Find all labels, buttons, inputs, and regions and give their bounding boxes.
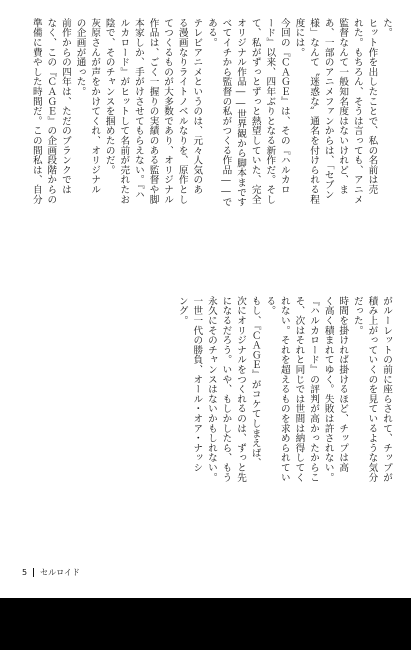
text-line: 準備に費やした時間だ。この間私は、自分 <box>30 18 42 205</box>
bottom-black-band <box>0 598 411 650</box>
page-footer <box>22 567 80 578</box>
text-line: ング。 <box>176 296 188 326</box>
text-line: 一世一代の勝負、オール・オア・ナッシ <box>191 296 203 473</box>
text-line: 作品は、ごく一握りの実績のある監督や脚 <box>147 18 159 205</box>
text-line: 監督なんて一般知名度はないけれど、ま <box>337 18 349 195</box>
text-line: れた。もちろん、そうは言っても、アニメ <box>351 18 363 205</box>
text-line: 積み上がっていくのを見ているような気分 <box>366 296 378 483</box>
text-line: て、私がずっとずっと熱望していた、完全 <box>249 18 261 205</box>
text-line: る。 <box>264 296 276 316</box>
text-line: 様」なんて〝迷惑な〟通名を付けられる程 <box>308 18 320 205</box>
text-line: ヒット作を出したことで、私の名前は売 <box>366 18 378 195</box>
text-line: テレビアニメというのは、元々人気のあ <box>191 18 203 195</box>
text-line: 度には。 <box>293 18 305 58</box>
lower-text-block <box>23 296 393 556</box>
text-line: 今回の『ＣＡＧＥ』は、その『ハルカロ <box>278 18 290 195</box>
text-line: 本家しか、手がけさせてもらえない。『ハ <box>132 18 144 200</box>
text-line: 永久にそのチャンスはないかもしれない。 <box>205 296 217 483</box>
text-line: れない。それを超えるものを求められてい <box>278 296 290 483</box>
running-title: セルロイド <box>40 568 80 577</box>
text-line: そ、次はそれと同じでは世間は納得してく <box>293 296 305 483</box>
text-line: ルカロード』がヒットして名前が売れたお <box>118 18 130 205</box>
text-line: 次にオリジナルをつくれるのは、ずっと先 <box>235 296 247 483</box>
text-line: がルーレットの前に座らされて、チップが <box>381 296 392 483</box>
text-line: 時間を掛ければ掛けるほど、チップは高 <box>337 296 349 473</box>
footer-divider <box>33 568 34 577</box>
text-line: る漫画なりライトノベルなりを、原作とし <box>176 18 188 205</box>
text-line: く高く積まれてゆく。失敗は許されない。 <box>322 296 334 483</box>
text-line: てつくるものが大多数であり、オリジナル <box>162 18 174 205</box>
text-line: だった。 <box>351 296 363 336</box>
text-line: になるだろう。いや、もしかしたら、もう <box>220 296 232 483</box>
page-number: 5 <box>22 568 28 577</box>
text-line: 陰で、そのチャンスを掴めたのだ。 <box>103 18 115 175</box>
text-line: なく、この『ＣＡＧＥ』の企画段階からの <box>45 18 57 205</box>
text-line: 前作からの四年は、ただのブランクでは <box>59 18 71 195</box>
text-line: た。 <box>381 18 392 38</box>
text-line: べてイチから監督の私がつくる作品――で <box>220 18 232 207</box>
text-line: の企画が通った。 <box>74 18 86 97</box>
text-line: 『ハルカロード』の評判が高かったからこ <box>308 296 320 483</box>
text-line: オリジナル作品――世界観から脚本まです <box>235 18 247 207</box>
text-line: ード』以来、四年ぶりとなる新作だ。そし <box>264 18 276 205</box>
text-line: もし、『ＣＡＧＥ』がコケてしまえば、 <box>249 296 261 468</box>
text-line: ある。 <box>205 18 217 48</box>
text-line: 灰原さんが声をかけてくれ、オリジナル <box>89 18 101 195</box>
text-line: あ、一部のアニメファンからは、「セブン <box>322 18 334 200</box>
upper-text-block <box>23 18 393 278</box>
